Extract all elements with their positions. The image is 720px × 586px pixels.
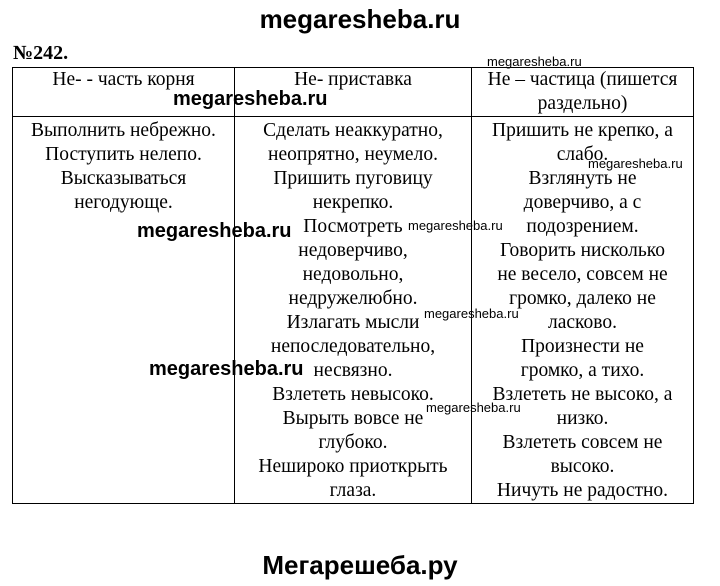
table-cell-line: Нешироко приоткрыть: [258, 456, 448, 477]
table-cell-line: не весело, совсем не: [497, 264, 668, 285]
table-cell-line: доверчиво, а с: [523, 192, 642, 213]
table-cell-line: Взлететь невысоко.: [272, 384, 434, 405]
exercise-table: [12, 67, 694, 504]
table-cell-line: Вырыть вовсе не: [282, 408, 424, 429]
table-cell-line: высоко.: [550, 456, 615, 477]
table-cell-line: Взлететь совсем не: [502, 432, 663, 453]
table-cell-line: Пришить пуговицу: [273, 168, 433, 189]
watermark: megaresheba.ru: [173, 88, 328, 110]
table-cell-line: громко, далеко не: [509, 288, 656, 309]
table-cell-line: глубоко.: [318, 432, 388, 453]
table-cell-line: Произнести не: [521, 336, 644, 357]
table-cell-line: Высказываться: [60, 168, 187, 189]
table-cell-line: слабо.: [556, 144, 609, 165]
site-header-title: megaresheba.ru: [259, 4, 461, 34]
watermark: megaresheba.ru: [424, 306, 519, 321]
table-cell-line: Взлететь не высоко, а: [492, 384, 673, 405]
table-cell-line: непоследовательно,: [270, 336, 436, 357]
table-cell-line: некрепко.: [312, 192, 394, 213]
header-line: Не- приставка: [294, 69, 412, 90]
table-cell-line: Выполнить небрежно.: [31, 120, 216, 141]
table-cell-line: недружелюбно.: [288, 288, 418, 309]
table-header-row: [13, 68, 694, 117]
watermark: megaresheba.ru: [137, 220, 292, 242]
table-cell-line: негодующе.: [74, 192, 173, 213]
table-cell-line: недовольно,: [302, 264, 404, 285]
table-cell-line: Говорить нисколько: [500, 240, 665, 261]
table-cell-line: недоверчиво,: [298, 240, 408, 261]
header-cell-particle: [472, 68, 694, 117]
header-line: Не- - часть корня: [52, 69, 195, 90]
table-cell-line: ласково.: [548, 312, 617, 333]
table-cell-line: Посмотреть: [303, 216, 403, 237]
table-body-row: [13, 117, 694, 504]
site-footer-title: Мегарешеба.ру: [262, 550, 458, 580]
table-cell-line: громко, а тихо.: [520, 360, 645, 381]
table-cell-line: Сделать неаккуратно,: [263, 120, 443, 141]
task-number: №242.: [13, 42, 69, 64]
column-root-cell: [13, 117, 235, 504]
watermark: megaresheba.ru: [588, 156, 683, 171]
table-cell-line: Ничуть не радостно.: [496, 480, 669, 501]
watermark: megaresheba.ru: [487, 54, 582, 69]
watermark: megaresheba.ru: [426, 400, 521, 415]
header-line: раздельно): [537, 93, 628, 114]
table-cell-line: глаза.: [329, 480, 377, 501]
table-cell-line: неопрятно, неумело.: [268, 144, 438, 165]
table-cell-line: подозрением.: [526, 216, 639, 237]
watermark: megaresheba.ru: [408, 218, 503, 233]
header-line: Не – частица (пишется: [487, 69, 678, 90]
table-cell-line: Излагать мысли: [286, 312, 420, 333]
table-cell-line: несвязно.: [313, 360, 393, 381]
table-cell-line: Взглянуть не: [528, 168, 637, 189]
table-cell-line: Пришить не крепко, а: [492, 120, 673, 141]
watermark: megaresheba.ru: [149, 358, 304, 380]
table-cell-line: Поступить нелепо.: [45, 144, 202, 165]
table-cell-line: низко.: [556, 408, 609, 429]
